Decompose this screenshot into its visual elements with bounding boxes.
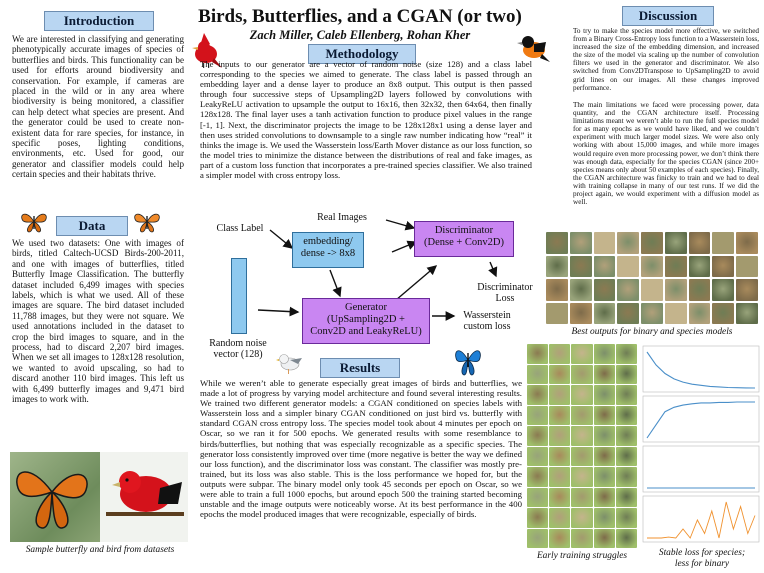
output-thumbnail bbox=[527, 447, 548, 467]
output-thumbnail bbox=[641, 303, 663, 325]
output-thumbnail bbox=[571, 508, 592, 528]
output-thumbnail bbox=[571, 365, 592, 385]
output-thumbnail bbox=[665, 256, 687, 278]
output-thumbnail bbox=[549, 447, 570, 467]
butterfly-icon-right bbox=[133, 211, 161, 233]
output-thumbnail bbox=[712, 232, 734, 254]
output-thumbnail bbox=[712, 256, 734, 278]
output-thumbnail bbox=[549, 385, 570, 405]
blue-butterfly-icon bbox=[454, 344, 482, 378]
output-thumbnail bbox=[527, 508, 548, 528]
output-thumbnail bbox=[546, 256, 568, 278]
output-thumbnail bbox=[616, 529, 637, 549]
seagull-icon bbox=[276, 350, 304, 376]
discussion-para-1: To try to make the species model more effective, we switched from a Binary Cross-Entropy loss function to a Wasserstein loss, increased the size of the embedding dimension, and increased the size of the model via scaling up the number of convolution filters we used in the generator and discriminator. We also switched from Conv2DTranspose to UpSampling2D to avoid grid lines on our images. All these changes improved performance. bbox=[573, 27, 759, 92]
discussion-heading: Discussion bbox=[622, 6, 714, 26]
output-thumbnail bbox=[594, 256, 616, 278]
output-thumbnail bbox=[689, 232, 711, 254]
discriminator-block bbox=[414, 221, 514, 257]
output-thumbnail bbox=[549, 508, 570, 528]
output-thumbnail bbox=[527, 467, 548, 487]
output-thumbnail bbox=[594, 488, 615, 508]
loss-chart-frame bbox=[643, 496, 759, 542]
output-thumbnail bbox=[594, 426, 615, 446]
output-thumbnail bbox=[616, 344, 637, 364]
sample-caption: Sample butterfly and bird from datasets bbox=[25, 545, 175, 555]
output-thumbnail bbox=[616, 365, 637, 385]
output-thumbnail bbox=[594, 344, 615, 364]
best-outputs-grid bbox=[546, 232, 758, 324]
output-thumbnail bbox=[527, 344, 548, 364]
output-thumbnail bbox=[570, 303, 592, 325]
output-thumbnail bbox=[571, 488, 592, 508]
output-thumbnail bbox=[641, 279, 663, 301]
output-thumbnail bbox=[527, 426, 548, 446]
output-thumbnail bbox=[571, 344, 592, 364]
early-training-grid bbox=[527, 344, 637, 548]
output-thumbnail bbox=[527, 365, 548, 385]
introduction-heading: Introduction bbox=[44, 11, 154, 31]
output-thumbnail bbox=[641, 232, 663, 254]
output-thumbnail bbox=[594, 385, 615, 405]
output-thumbnail bbox=[527, 488, 548, 508]
results-text: While we weren’t able to generate especially great images of birds and butterflies, we made a lot of progress by varying model architecture and found several interesting results. We trained two different generator models: a CGAN conditioned on species labels with Wasserstein loss and a simpler binary CGAN conditioned on just bird vs. butterfly with standard CGAN cross entropy loss. The species model took about 4 minutes per epoch on Oscar, so we ran it for 500 epochs. We generated results with some resemblance to birds/butterflies, but nothing that was especially recognizable as a specific species. The generator loss consistently improved over time (more negative is better the way we defined our loss function), and the discriminator loss was constant. The classifier was mostly pre-trained, but its loss was also stable. This is the loss performance we hoped for, but the outputs were subpar. The binary model only took 45 seconds per epoch on Oscar, so we were able to train a full 1000 epochs, but around epoch 500 the training started becoming unstable and the image outputs were noticeably worse. At its best performance in the 400 epochs the model produced images that were recognizable, especially of birds. bbox=[200, 378, 522, 520]
output-thumbnail bbox=[594, 529, 615, 549]
methodology-text: The inputs to our generator are a vector of random noise (size 128) and a class label corresponding to the species we aimed to generate. The class label is passed through an embedding layer and a dense layer to produce an 8x8 output. This output is then passed through four successive steps of Upsampling2D layers followed by convolutions with LeakyReLU activation to upsample the output to 16x16, then 32x32, then 64x64, then finally 128x128. The final layer uses a tanh activation function to produce pixel values in the range [-1, 1]. Next, the discriminator projects the image to be 128x128x1 using a dense layer and then uses strided convolutions to downsample to a single raw number indicating how “real” it thinks the image is. We used the Wasserstein loss/Earth Mover distance as our loss function, so the model tries to minimize the distance between the distributions of real and fake images, as part of a custom loss function that incorporates a pre-trained species classifier. We also trained a simpler model with cross entropy loss. bbox=[200, 59, 532, 181]
output-thumbnail bbox=[594, 279, 616, 301]
output-thumbnail bbox=[617, 232, 639, 254]
introduction-text: We are interested in classifying and generating phenotypically accurate images of species of butterflies and birds. This functionality can be used for efforts around biodiversity and conservation. For example, if cameras are placed in the wild or in any area where biodiversity is being monitored, a classifier can help detect what species are present. And the generator could be used to create non-existent data for rare species, for instance, in specific poses, lighting conditions, environments, etc. Used for good, our generator and classifier models could help certain species and their habitats thrive. bbox=[12, 34, 184, 180]
methodology-heading: Methodology bbox=[308, 44, 416, 64]
output-thumbnail bbox=[549, 488, 570, 508]
output-thumbnail bbox=[546, 303, 568, 325]
output-thumbnail bbox=[616, 488, 637, 508]
poster-title: Birds, Butterflies, and a CGAN (or two) bbox=[198, 6, 522, 27]
output-thumbnail bbox=[594, 467, 615, 487]
output-thumbnail bbox=[549, 426, 570, 446]
output-thumbnail bbox=[616, 406, 637, 426]
output-thumbnail bbox=[689, 256, 711, 278]
discriminator-loss-text: Discriminator Loss bbox=[477, 282, 533, 304]
loss-chart-frame bbox=[643, 446, 759, 492]
output-thumbnail bbox=[571, 426, 592, 446]
generator-block-label: Generator (UpSampling2D + Conv2D and LeakyReLU) bbox=[310, 302, 422, 337]
output-thumbnail bbox=[689, 303, 711, 325]
output-thumbnail bbox=[527, 406, 548, 426]
output-thumbnail bbox=[549, 406, 570, 426]
output-thumbnail bbox=[571, 385, 592, 405]
output-thumbnail bbox=[616, 467, 637, 487]
output-thumbnail bbox=[570, 256, 592, 278]
stable-loss-caption: Stable loss for species; less for binary bbox=[658, 548, 746, 569]
output-thumbnail bbox=[570, 232, 592, 254]
output-thumbnail bbox=[736, 232, 758, 254]
class-label-text: Class Label bbox=[216, 223, 264, 234]
output-thumbnail bbox=[736, 303, 758, 325]
sample-butterfly-bird-image bbox=[10, 452, 188, 542]
discussion-para-2: The main limitations we faced were processing power, data quantity, and the CGAN architecture itself. Processing limitations meant we weren’t able to run the full species model for as many epochs as we would have liked, and we couldn’t experiment with much larger model sizes. We were also only working with about 15,000 images, and while more images would require even more processing power, we don’t think there was enough data, especially for the species CGAN (since 200+ species means only about 50 examples of each species). Finally, the CGAN architecture was finicky to train and we had to deal with training collapse in many of our test runs. If we did the project again, we would experiment with a diffusion model as well. bbox=[573, 101, 759, 207]
output-thumbnail bbox=[736, 279, 758, 301]
output-thumbnail bbox=[617, 303, 639, 325]
output-thumbnail bbox=[594, 508, 615, 528]
output-thumbnail bbox=[571, 447, 592, 467]
output-thumbnail bbox=[546, 279, 568, 301]
output-thumbnail bbox=[617, 279, 639, 301]
output-thumbnail bbox=[527, 529, 548, 549]
wasserstein-text: Wasserstein custom loss bbox=[463, 310, 511, 332]
loss-charts bbox=[641, 344, 761, 544]
output-thumbnail bbox=[665, 279, 687, 301]
output-thumbnail bbox=[616, 508, 637, 528]
output-thumbnail bbox=[641, 256, 663, 278]
output-thumbnail bbox=[527, 385, 548, 405]
output-thumbnail bbox=[616, 385, 637, 405]
output-thumbnail bbox=[571, 467, 592, 487]
output-thumbnail bbox=[549, 365, 570, 385]
output-thumbnail bbox=[712, 279, 734, 301]
output-thumbnail bbox=[617, 256, 639, 278]
output-thumbnail bbox=[594, 232, 616, 254]
output-thumbnail bbox=[546, 232, 568, 254]
output-thumbnail bbox=[549, 467, 570, 487]
output-thumbnail bbox=[571, 406, 592, 426]
embedding-block bbox=[292, 232, 364, 268]
output-thumbnail bbox=[665, 303, 687, 325]
poster-authors: Zach Miller, Caleb Ellenberg, Rohan Kher bbox=[249, 28, 471, 42]
output-thumbnail bbox=[665, 232, 687, 254]
output-thumbnail bbox=[549, 529, 570, 549]
results-heading: Results bbox=[320, 358, 400, 378]
butterfly-icon-left bbox=[20, 211, 48, 233]
output-thumbnail bbox=[549, 344, 570, 364]
output-thumbnail bbox=[594, 365, 615, 385]
output-thumbnail bbox=[616, 426, 637, 446]
output-thumbnail bbox=[594, 447, 615, 467]
embedding-block-label: embedding/ dense -> 8x8 bbox=[300, 236, 356, 259]
output-thumbnail bbox=[570, 279, 592, 301]
discriminator-block-label: Discriminator (Dense + Conv2D) bbox=[424, 225, 504, 248]
noise-vector-text: Random noise vector (128) bbox=[209, 338, 267, 360]
data-text: We used two datasets: One with images of birds, titled Caltech-UCSD Birds-200-2011, and one with images of butterflies, titled Butterfly Image Classification. The butterfly dataset included 6,499 images with species labels, which is what we used. All of these images are square. The bird dataset included 11,788 images, but they were not square. We used annotations included in the dataset to crop the bird images to square, and in the process, had to discard 2,207 bird images. When we set all images to 128x128 resolution, we wanted to avoid upscaling, so had to discard another 110 bird images. This left us with 6,499 butterfly images and 9,471 bird images to work with. bbox=[12, 238, 184, 405]
noise-vector-bar bbox=[231, 258, 247, 334]
output-thumbnail bbox=[616, 447, 637, 467]
best-outputs-caption: Best outputs for binary and species models bbox=[571, 327, 733, 337]
generator-block bbox=[302, 298, 430, 344]
real-images-text: Real Images bbox=[317, 212, 367, 223]
output-thumbnail bbox=[736, 256, 758, 278]
output-thumbnail bbox=[594, 303, 616, 325]
output-thumbnail bbox=[571, 529, 592, 549]
early-training-caption: Early training struggles bbox=[536, 551, 628, 561]
output-thumbnail bbox=[712, 303, 734, 325]
output-thumbnail bbox=[594, 406, 615, 426]
output-thumbnail bbox=[689, 279, 711, 301]
data-heading: Data bbox=[56, 216, 128, 236]
